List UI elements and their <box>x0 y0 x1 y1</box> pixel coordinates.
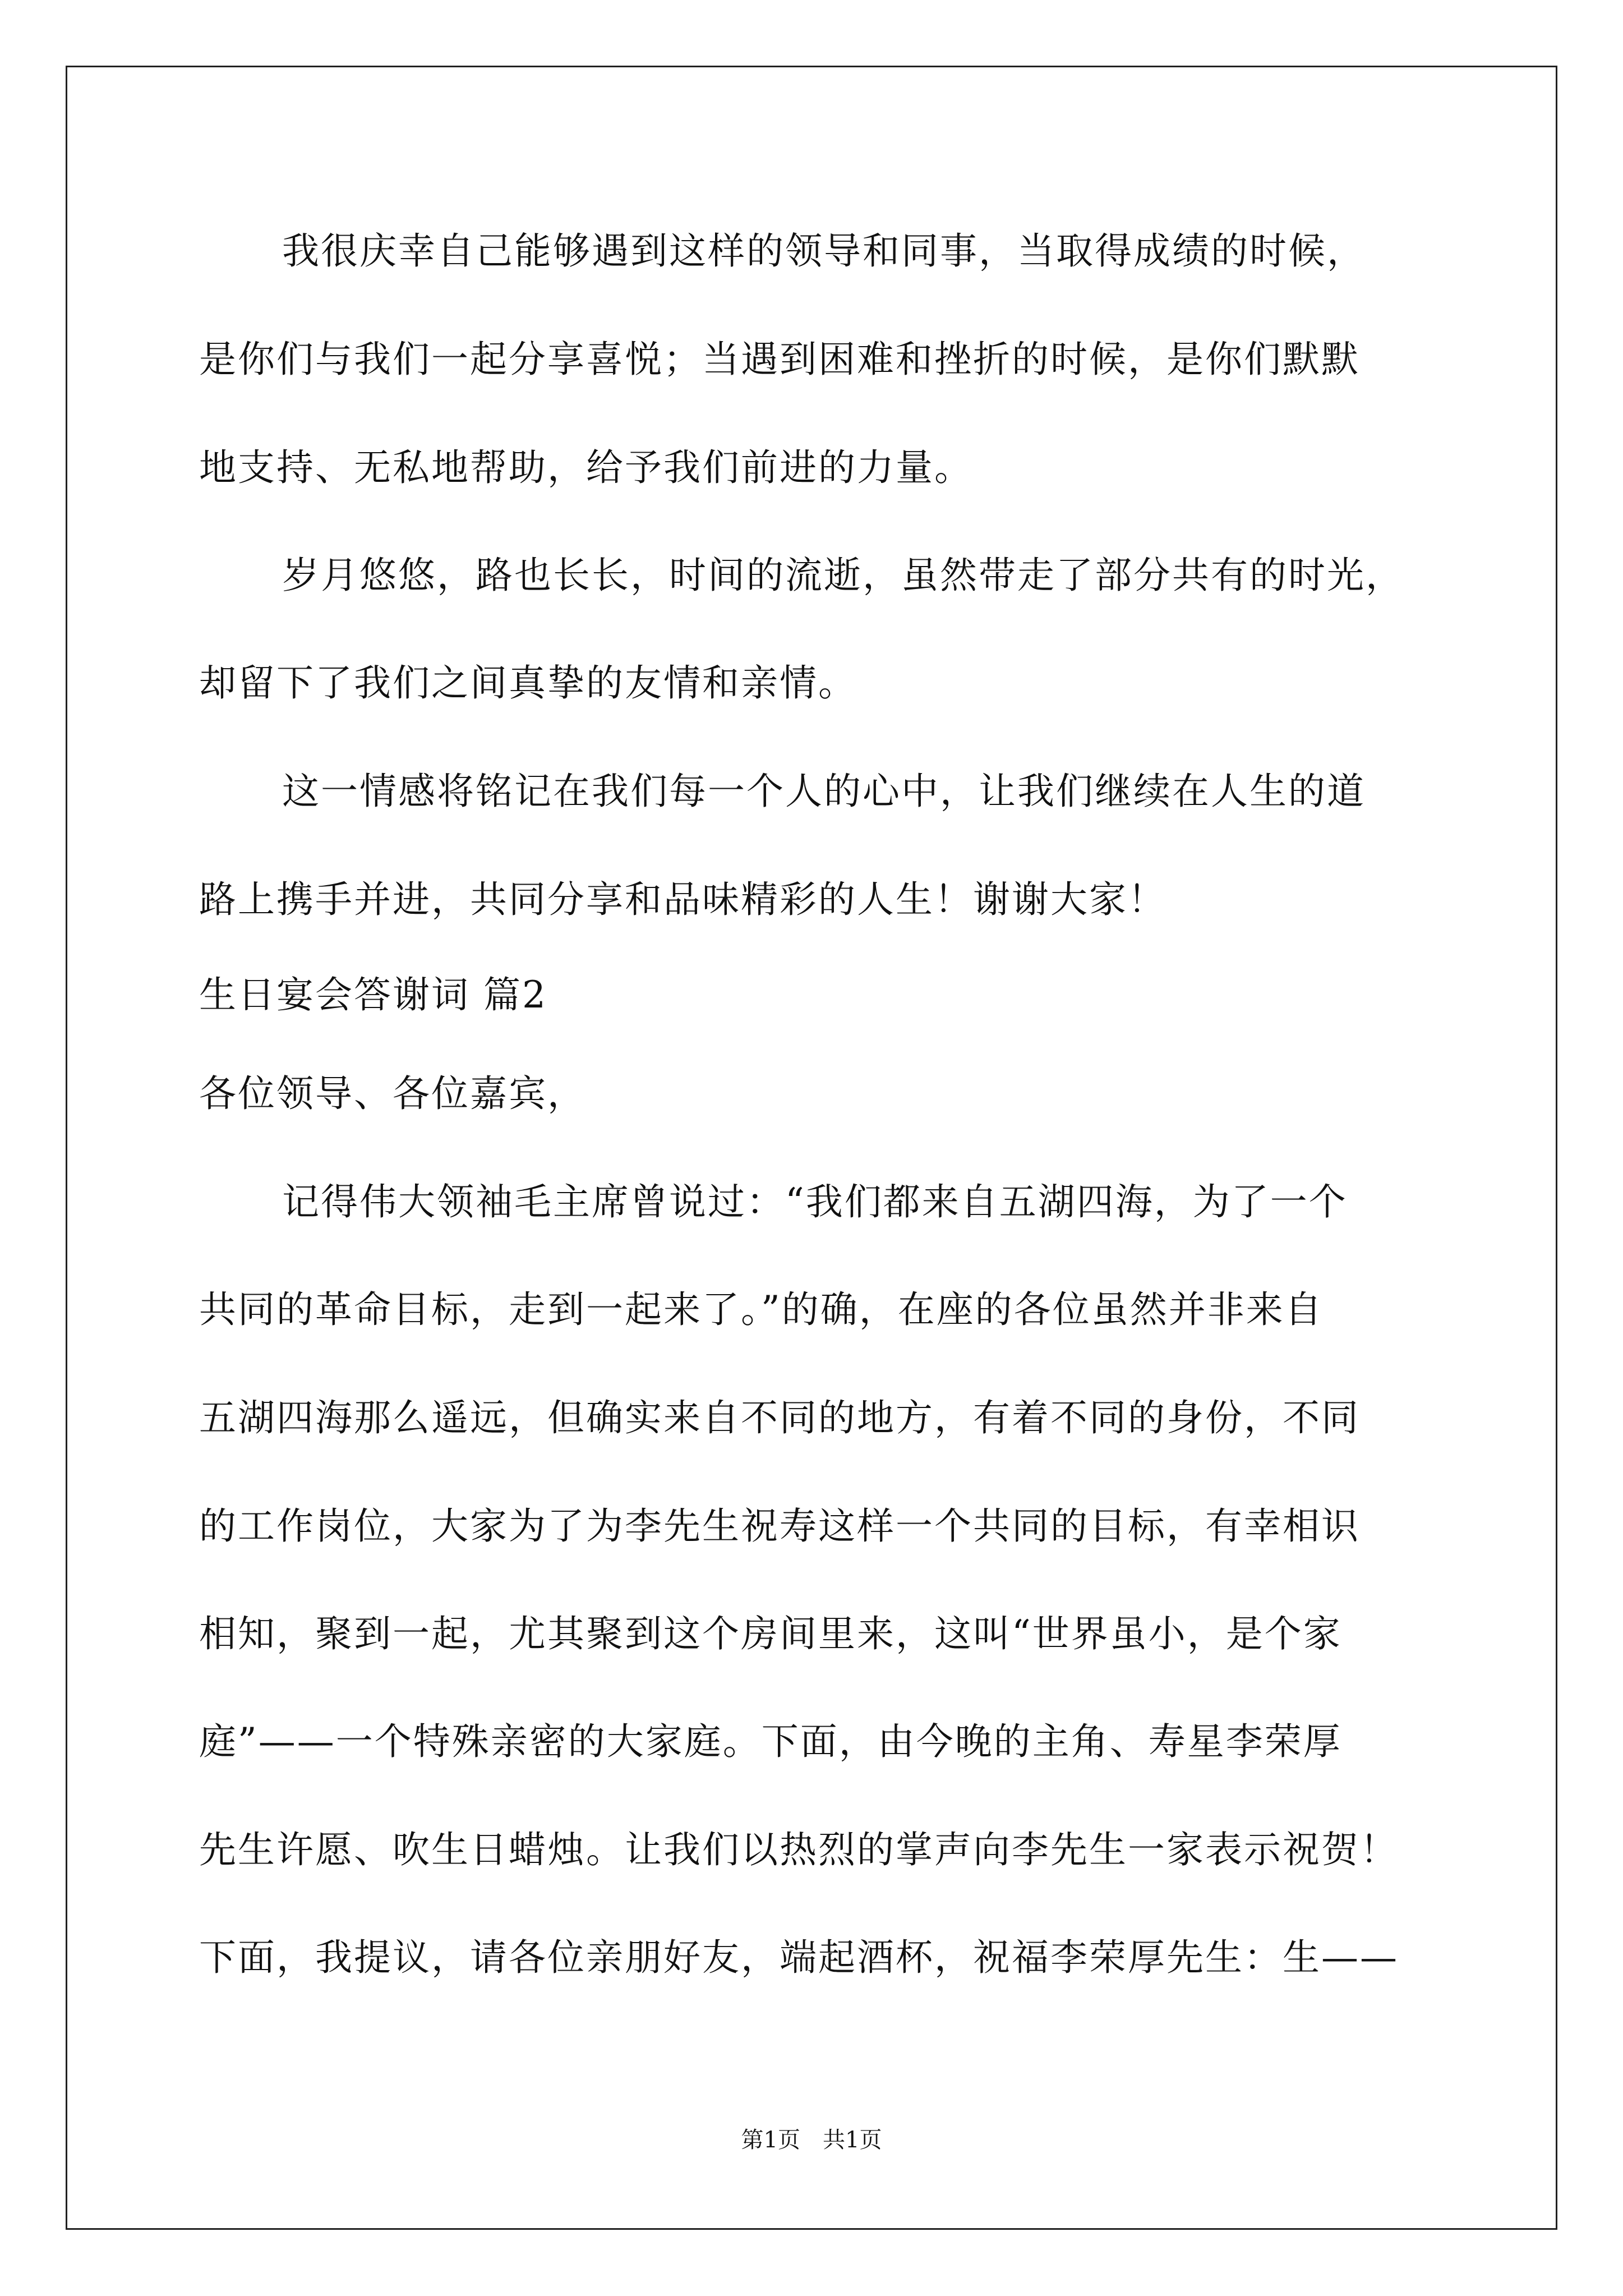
paragraph-2-line-1: 岁月悠悠，路也长长，时间的流逝，虽然带走了部分共有的时光， <box>282 554 1404 597</box>
paragraph-3-line-1: 这一情感将铭记在我们每一个人的心中，让我们继续在人生的道 <box>282 770 1366 813</box>
paragraph-4-line-8: 下面，我提议，请各位亲朋好友，端起酒杯，祝福李荣厚先生：生—— <box>199 1936 1399 1979</box>
paragraph-4-line-3: 五湖四海那么遥远，但确实来自不同的地方，有着不同的身份，不同 <box>199 1396 1360 1439</box>
paragraph-4-line-6: 庭”——一个特殊亲密的大家庭。下面，由今晚的主角、寿星李荣厚 <box>199 1720 1342 1763</box>
salutation: 各位领导、各位嘉宾， <box>199 1072 586 1115</box>
page-footer: 第1页 共1页 <box>741 2127 882 2153</box>
paragraph-4-line-1: 记得伟大领袖毛主席曾说过：“我们都来自五湖四海，为了一个 <box>282 1180 1348 1223</box>
paragraph-1-line-1: 我很庆幸自己能够遇到这样的领导和同事，当取得成绩的时候， <box>282 229 1366 273</box>
paragraph-1-line-3: 地支持、无私地帮助，给予我们前进的力量。 <box>199 446 973 489</box>
paragraph-4-line-4: 的工作岗位，大家为了为李先生祝寿这样一个共同的目标，有幸相识 <box>199 1504 1360 1548</box>
paragraph-3-line-2: 路上携手并进，共同分享和品味精彩的人生！谢谢大家！ <box>199 878 1166 921</box>
paragraph-1-line-2: 是你们与我们一起分享喜悦；当遇到困难和挫折的时候，是你们默默 <box>199 338 1360 381</box>
section-heading: 生日宴会答谢词 篇2 <box>199 973 547 1016</box>
paragraph-2-line-2: 却留下了我们之间真挚的友情和亲情。 <box>199 661 857 705</box>
page-border <box>66 66 1557 2230</box>
paragraph-4-line-7: 先生许愿、吹生日蜡烛。让我们以热烈的掌声向李先生一家表示祝贺！ <box>199 1828 1399 1871</box>
paragraph-4-line-5: 相知，聚到一起，尤其聚到这个房间里来，这叫“世界虽小，是个家 <box>199 1612 1342 1655</box>
paragraph-4-line-2: 共同的革命目标，走到一起来了。”的确，在座的各位虽然并非来自 <box>199 1288 1324 1331</box>
